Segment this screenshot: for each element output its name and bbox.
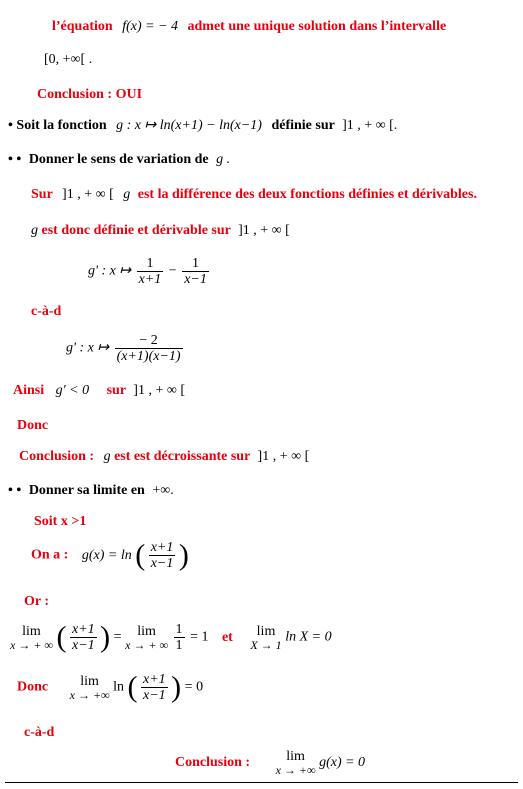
numerator: x+1 — [71, 622, 95, 637]
line-on-a — [31, 540, 189, 571]
math-expression: [0, +∞[ . — [44, 52, 93, 67]
limit — [70, 675, 110, 701]
cad-label: c-à-d — [31, 304, 62, 319]
text: admet une unique solution dans l’intervalle — [187, 19, 447, 34]
limit — [125, 625, 168, 651]
math-expression: ln — [113, 679, 124, 695]
fraction — [115, 333, 183, 364]
denominator: x−1 — [150, 556, 174, 571]
text: définie sur — [271, 118, 335, 133]
numerator: x+1 — [143, 672, 166, 687]
limit — [250, 625, 281, 651]
or-label: Or : — [24, 594, 50, 609]
lim-label: lim — [286, 749, 305, 764]
operator: − — [168, 263, 177, 279]
math-expression: ]1 , + ∞ [ — [62, 187, 114, 202]
paren-left: ( — [56, 620, 67, 654]
limit — [10, 625, 53, 651]
paren-left: ( — [135, 538, 146, 572]
lim-sub: x → +∞ — [69, 687, 110, 702]
math-expression: f(x) = − 4 — [122, 19, 179, 34]
bullet: • — [8, 118, 13, 133]
fraction — [182, 256, 209, 287]
math-expression: g' : x ↦ — [66, 340, 110, 356]
text: sur — [106, 383, 126, 398]
fraction — [141, 672, 168, 703]
numerator: 1 — [137, 256, 164, 272]
math-expression: g — [31, 223, 38, 238]
line-limite — [8, 482, 174, 500]
lim-sub: x → + ∞ — [125, 637, 169, 652]
donc-label: Donc — [17, 418, 49, 433]
line-sens-variation — [8, 151, 230, 169]
math-expression: g — [103, 449, 111, 464]
text: On a : — [31, 547, 69, 563]
line-limits — [10, 622, 332, 653]
line-derivable — [31, 222, 290, 240]
denominator: x−1 — [184, 272, 207, 287]
math-expression: ln X = 0 — [285, 629, 332, 645]
math-expression: +∞. — [152, 483, 174, 498]
math-expression: g : x ↦ ln(x+1) − ln(x−1) — [116, 118, 262, 133]
paren-left: ( — [127, 670, 138, 704]
numerator: − 2 — [115, 333, 183, 349]
denominator: x−1 — [71, 638, 95, 653]
line-equation-statement — [52, 18, 446, 36]
equals: = — [113, 629, 122, 645]
denominator: x+1 — [138, 272, 162, 287]
text: est donc définie et dérivable sur — [41, 223, 231, 238]
paren-right: ) — [100, 620, 111, 654]
et-label: et — [221, 629, 233, 645]
text: est est décroissante sur — [114, 449, 251, 464]
text: Donc — [17, 679, 49, 695]
text: Conclusion : — [175, 755, 251, 770]
math-expression: g(x) = 0 — [319, 755, 366, 770]
bullet: • • — [8, 483, 22, 498]
math-expression: ]1 , + ∞ [ — [133, 383, 185, 398]
equals: = 1 — [190, 629, 209, 645]
lim-label: lim — [137, 623, 156, 639]
line-difference — [31, 186, 477, 204]
denominator: 1 — [175, 638, 183, 653]
line-function-definition — [8, 117, 397, 135]
text: Soit la fonction — [16, 118, 107, 133]
bullet: • • — [8, 152, 22, 167]
math-expression: g(x) = ln — [81, 547, 132, 563]
lim-sub: x → +∞ — [275, 763, 316, 777]
math-expression: g — [123, 187, 131, 202]
paren-right: ) — [178, 538, 189, 572]
lim-sub: X → 1 — [250, 637, 282, 652]
math-expression: ]1 , + ∞ [. — [342, 118, 398, 133]
limit — [276, 750, 316, 776]
line-ainsi — [13, 382, 185, 400]
conclusion-decroissante — [19, 448, 309, 466]
fraction — [137, 256, 164, 287]
lim-label: lim — [22, 623, 41, 639]
line-donc-limit — [17, 672, 203, 703]
fraction — [70, 622, 97, 653]
numerator: x+1 — [150, 540, 174, 555]
math-expression: g . — [216, 152, 231, 167]
math-expression: g' : x ↦ — [88, 263, 132, 279]
bottom-rule — [5, 782, 518, 783]
conclusion-oui: Conclusion : OUI — [37, 87, 143, 102]
math-expression: g' < 0 — [55, 383, 90, 398]
text: Conclusion : — [19, 449, 95, 464]
numerator: 1 — [182, 256, 209, 272]
fraction — [174, 622, 185, 653]
line-interval — [44, 51, 92, 69]
lim-sub: x → + ∞ — [10, 637, 53, 652]
denominator: (x+1)(x−1) — [116, 349, 181, 364]
math-expression: ]1 , + ∞ [ — [238, 223, 290, 238]
text: Ainsi — [13, 383, 45, 398]
soit-x: Soit x >1 — [34, 514, 87, 529]
paren-right: ) — [171, 670, 182, 704]
numerator: 1 — [175, 622, 183, 637]
fraction — [149, 540, 176, 571]
text: Sur — [31, 187, 53, 202]
derivative-formula — [88, 256, 211, 287]
text: est la différence des deux fonctions définies et dérivables. — [137, 187, 477, 202]
cad-label-2: c-à-d — [24, 725, 55, 740]
derivative-simplified — [66, 333, 185, 364]
text: l’équation — [52, 19, 113, 34]
denominator: x−1 — [143, 688, 166, 703]
lim-label: lim — [80, 673, 99, 689]
text: Donner le sens de variation de — [28, 152, 209, 167]
math-expression: ]1 , + ∞ [ — [257, 449, 310, 464]
final-conclusion — [175, 750, 365, 776]
text: Donner sa limite en — [28, 483, 145, 498]
lim-label: lim — [256, 623, 276, 639]
equals: = 0 — [184, 679, 204, 695]
